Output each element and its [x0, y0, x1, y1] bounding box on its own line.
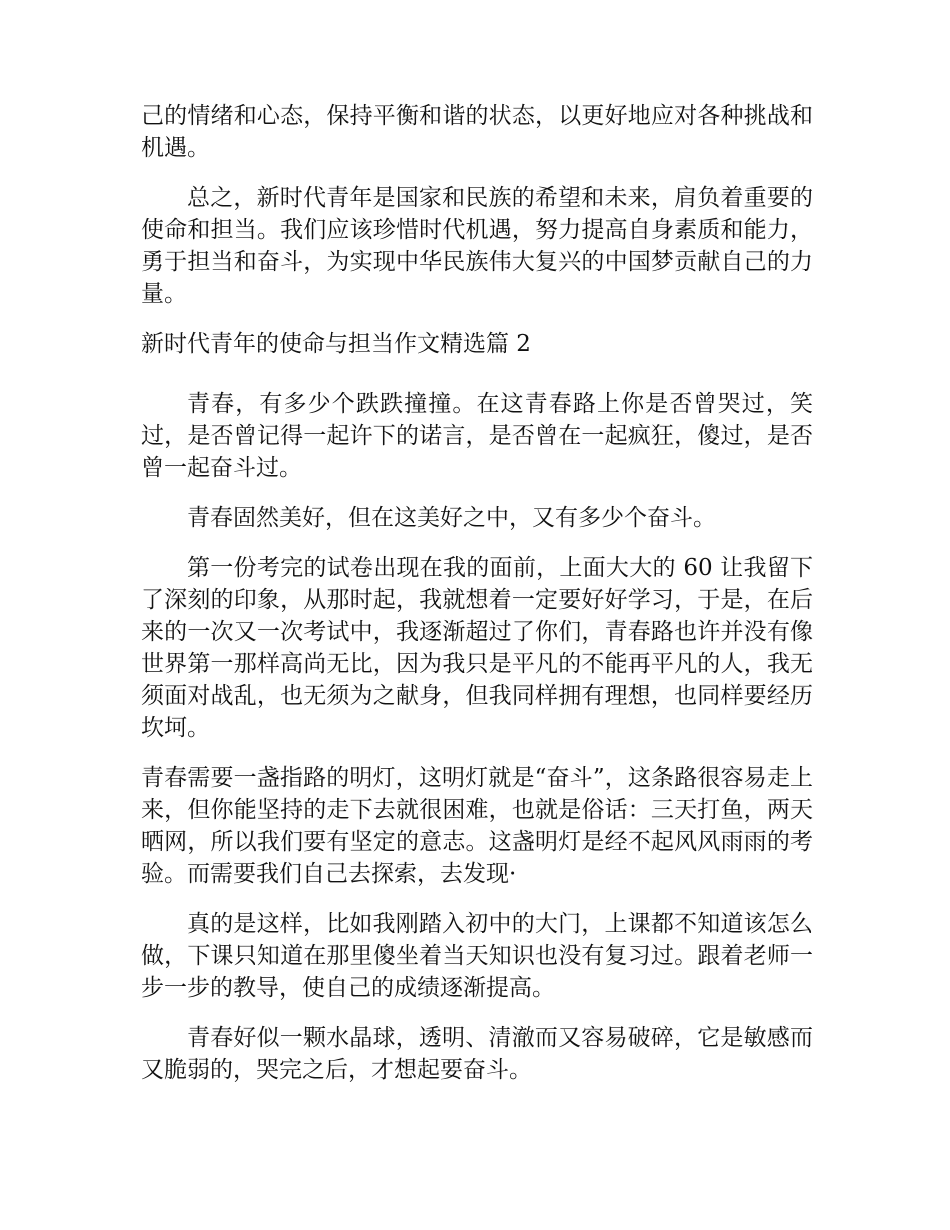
paragraph: 青春需要一盏指路的明灯，这明灯就是“奋斗”，这条路很容易走上来，但你能坚持的走下去就很困难，也就是俗话：三天打鱼，两天晒网，所以我们要有坚定的意志。这盏明灯是经不起风风雨雨的考验。而需要我们自己去探索，去发现·	[141, 765, 813, 887]
paragraph: 青春好似一颗水晶球，透明、清澈而又容易破碎，它是敏感而又脆弱的，哭完之后，才想起要奋斗。	[141, 1025, 813, 1083]
paragraph-conclusion: 总之，新时代青年是国家和民族的希望和未来，肩负着重要的使命和担当。我们应该珍惜时代机遇，努力提高自身素质和能力，勇于担当和奋斗，为实现中华民族伟大复兴的中国梦贡献自己的力量。	[141, 185, 813, 307]
document-body	[141, 100, 813, 1104]
paragraph: 第一份考完的试卷出现在我的面前，上面大大的 60 让我留下了深刻的印象，从那时起，我就想着一定要好好学习，于是，在后来的一次又一次考试中，我逐渐超过了你们，青春路也许并没有像世界第一那样高尚无比，因为我只是平凡的不能再平凡的人，我无须面对战乱，也无须为之献身，但我同样拥有理想，也同样要经历坎坷。	[141, 555, 813, 741]
paragraph: 青春固然美好，但在这美好之中，又有多少个奋斗。	[187, 505, 716, 531]
section-heading: 新时代青年的使命与担当作文精选篇 2	[141, 331, 531, 357]
paragraph-continued: 己的情绪和心态，保持平衡和谐的状态，以更好地应对各种挑战和机遇。	[141, 103, 813, 161]
paragraph: 青春，有多少个跌跌撞撞。在这青春路上你是否曾哭过，笑过，是否曾记得一起许下的诺言，是否曾在一起疯狂，傻过，是否曾一起奋斗过。	[141, 391, 813, 481]
paragraph: 真的是这样，比如我刚踏入初中的大门，上课都不知道该怎么做，下课只知道在那里傻坐着当天知识也没有复习过。跟着老师一步一步的教导，使自己的成绩逐渐提高。	[141, 911, 813, 1001]
